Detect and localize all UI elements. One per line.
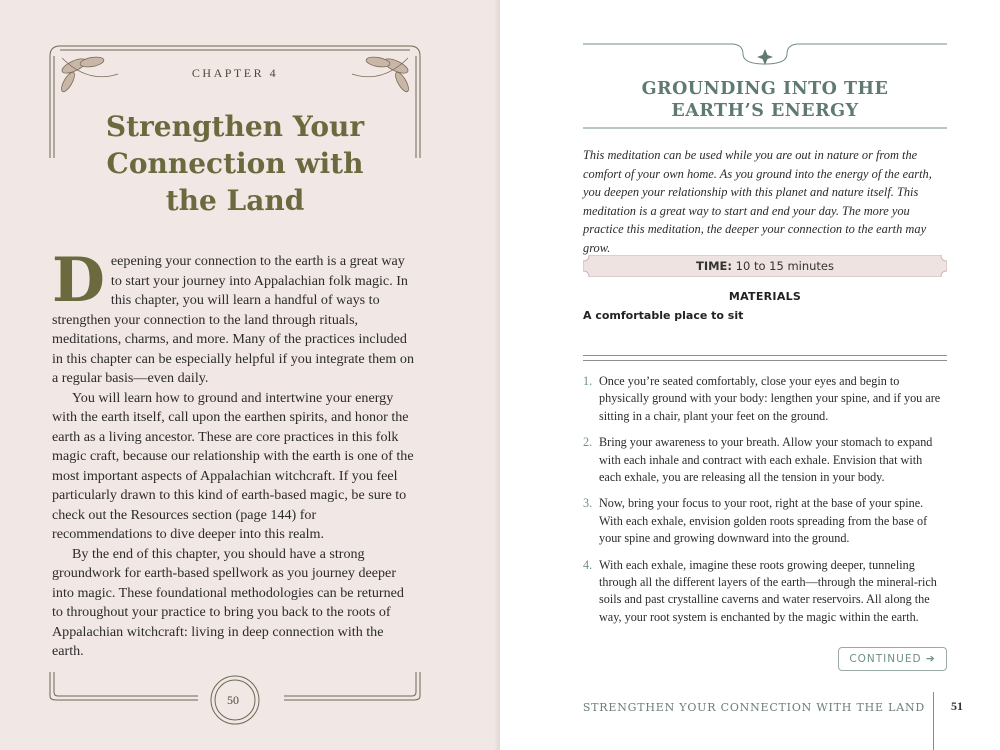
step-text: Now, bring your focus to your root, right at the base of your spine. With each exhale, envision golden roots spreading from the base of your spine and growing downward into the ground. — [599, 496, 928, 546]
materials-heading: MATERIALS — [728, 290, 802, 303]
page-number: 50 — [227, 693, 239, 707]
section-title-line: EARTH’S ENERGY — [671, 101, 859, 121]
step-text: Bring your awareness to your breath. Allow your stomach to expand with each inhale and contract with each exhale. Envision that with each exhale, you are releasing all the tension in your body. — [599, 435, 933, 485]
body-paragraph: By the end of this chapter, you should have a strong groundwork for earth-based spellwork as you journey deeper into magic. These foundational methodologies can be returned to throughout your practice to bring you back to the roots of Appalachian witchcraft: living in deep connection with the earth. — [52, 545, 404, 659]
body-paragraph: eepening your connection to the earth is a great way to start your journey into Appalachian folk magic. In this chapter, you will learn a handful of ways to strengthen your connection to the land through rituals, meditations, charms, and more. Many of the practices included in this chapter can be especially helpful if you integrate them on a regular basis—even daily. — [52, 253, 415, 386]
list-item — [583, 557, 947, 627]
intro-paragraph: This meditation can be used while you are out in nature or from the comfort of your own home. As you ground into the energy of the earth, you deepen your relationship with this planet and nature itself. This meditation is a great way to start and end your day. The more you practice this meditation, the deeper your connection to the earth may grow. — [583, 148, 932, 255]
step-number: 1. — [583, 374, 593, 388]
step-number: 4. — [583, 557, 593, 572]
materials-item: A comfortable place to sit — [583, 309, 744, 322]
continued-button[interactable]: CONTINUED ➔ — [838, 647, 947, 671]
list-item — [583, 495, 947, 547]
running-head: STRENGTHEN YOUR CONNECTION WITH THE LAND — [582, 701, 925, 714]
list-item — [583, 434, 947, 486]
step-number: 2. — [583, 435, 593, 450]
chapter-title-line: Connection with — [106, 147, 364, 180]
step-text: Once you’re seated comfortably, close your eyes and begin to physically ground with your body: lengthen your spine, and if you are sitting in a chair, plant your feet on the ground. — [599, 374, 941, 423]
section-title — [583, 78, 947, 122]
chapter-label: CHAPTER 4 — [191, 66, 279, 80]
time-label: TIME: — [695, 259, 733, 273]
steps-list — [583, 373, 947, 635]
step-number: 3. — [583, 496, 593, 511]
time-value: 10 to 15 minutes — [735, 259, 835, 273]
page-number: 51 — [951, 699, 963, 713]
drop-cap: D — [52, 245, 105, 316]
chapter-title — [60, 108, 410, 219]
list-item — [583, 373, 947, 425]
step-text: With each exhale, imagine these roots growing deeper, tunneling through all the different layers of the earth—through the mineral-rich soils and past crystalline caverns and water reservoirs. All along the way, your root system is enchanted by the magic within the earth. — [599, 557, 937, 624]
section-divider — [583, 355, 947, 361]
section-title-line: GROUNDING INTO THE — [641, 79, 889, 99]
running-head-divider — [933, 692, 934, 750]
chapter-title-line: Strengthen Your — [105, 110, 365, 143]
chapter-title-line: the Land — [165, 184, 305, 217]
body-paragraph: You will learn how to ground and intertwine your energy with the earth itself, call upon the earthen spirits, and honor the earth as a living ancestor. These are core practices in this folk magic craft, because our relationship with the earth is one of the most important aspects of Appalachian witchcraft. If you feel particularly drawn to this kind of earth-based magic, be sure to check out the Resources section (page 144) for recommendations to dive deeper into this realm. — [52, 389, 414, 542]
chapter-body — [52, 245, 417, 662]
time-info — [583, 259, 947, 273]
